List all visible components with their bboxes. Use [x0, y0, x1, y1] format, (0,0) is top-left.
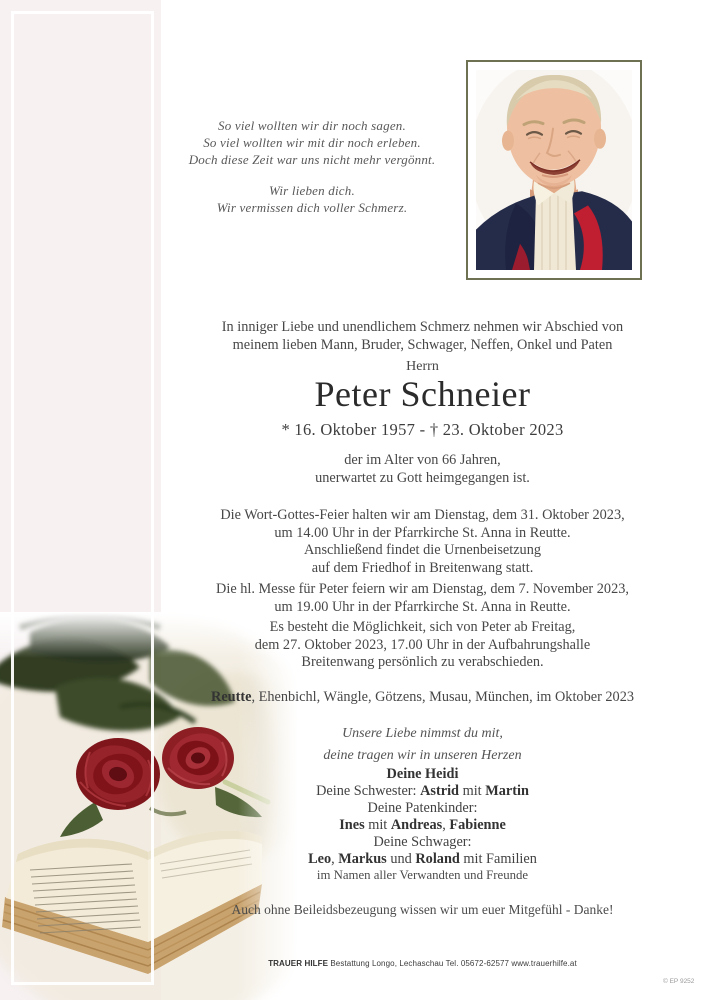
verabschiedung-details	[160, 619, 685, 672]
family-line-godchildren-label	[160, 800, 685, 817]
family-closing-line: im Namen aller Verwandten und Freunde	[316, 868, 529, 882]
print-copyright-code: © EP 9252	[663, 978, 695, 985]
bold-text-segment: Fabienne	[449, 817, 506, 833]
family-line-sister	[160, 783, 685, 800]
text-segment: ,	[442, 817, 450, 833]
birth-death-dates: * 16. Oktober 1957 - † 23. Oktober 2023	[281, 420, 564, 439]
funeral-home-footer	[160, 959, 685, 968]
text-line: unerwartet zu Gott heimgegangen ist.	[315, 469, 530, 486]
text-line: Die hl. Messe für Peter feiern wir am Dienstag, dem 7. November 2023,	[216, 581, 629, 597]
wortgottesfeier-details	[160, 507, 685, 577]
family-list	[160, 766, 685, 868]
text-line: um 19.00 Uhr in der Pfarrkirche St. Anna in Reutte.	[274, 598, 571, 615]
text-line: So viel wollten wir mit dir noch erleben.	[203, 135, 421, 150]
text-line: Unsere Liebe nimmst du mit,	[342, 726, 503, 741]
text-segment: Deine Patenkinder:	[367, 800, 478, 816]
family-line-brothersinlaw	[160, 851, 685, 868]
bold-text-segment: Martin	[485, 783, 529, 799]
text-segment: mit	[459, 783, 486, 799]
bold-text-segment: Markus	[338, 851, 387, 867]
verse-stanza-1	[162, 117, 462, 168]
text-line: Wir vermissen dich voller Schmerz.	[216, 200, 408, 215]
text-segment: mit Familien	[459, 851, 537, 867]
bold-text-segment: Astrid	[420, 783, 460, 799]
text-segment: mit	[364, 817, 391, 833]
places-line	[160, 689, 685, 706]
announcement-intro	[160, 318, 685, 354]
text-line: deine tragen wir in unseren Herzen	[323, 748, 522, 763]
salutation: Herrn	[406, 359, 439, 374]
family-line-godchildren	[160, 817, 685, 834]
text-line: Die Wort-Gottes-Feier halten wir am Dienstag, dem 31. Oktober 2023,	[220, 507, 625, 523]
family-line-wife	[160, 766, 685, 783]
text-segment: und	[386, 851, 416, 867]
verse-stanza-2	[162, 182, 462, 216]
bold-text-segment: Andreas	[390, 817, 443, 833]
portrait-photo-frame	[466, 60, 642, 280]
deceased-name: Peter Schneier	[314, 374, 531, 414]
text-line: Es besteht die Möglichkeit, sich von Peter ab Freitag,	[269, 619, 576, 635]
family-line-brothersinlaw-label	[160, 834, 685, 851]
portrait-photo	[476, 70, 632, 270]
bold-text-segment: Ines	[339, 817, 365, 833]
text-line: dem 27. Oktober 2023, 17.00 Uhr in der Aufbahrungshalle	[254, 636, 591, 653]
text-line: Breitenwang persönlich zu verabschieden.	[301, 654, 544, 670]
text-line: In inniger Liebe und unendlichem Schmerz nehmen wir Abschied von	[221, 319, 624, 335]
opening-verse	[162, 117, 462, 230]
text-line: auf dem Friedhof in Breitenwang statt.	[311, 559, 534, 576]
text-line: Anschließend findet die Urnenbeisetzung	[303, 542, 541, 558]
bold-text-segment: Deine Heidi	[386, 766, 459, 782]
text-segment: Deine Schwester:	[316, 783, 421, 799]
closing-verse	[160, 723, 685, 767]
text-segment: , Ehenbichl, Wängle, Götzens, Musau, München, im Oktober 2023	[251, 689, 634, 705]
text-line: der im Alter von 66 Jahren,	[344, 452, 501, 468]
age-statement	[160, 452, 685, 487]
bold-text-segment: Leo	[308, 851, 332, 867]
text-segment: Bestattung Longo, Lechaschau Tel. 05672-62577 www.trauerhilfe.at	[330, 959, 577, 968]
text-segment: ,	[331, 851, 339, 867]
bold-text-segment: Reutte	[211, 689, 252, 705]
text-line: So viel wollten wir dir noch sagen.	[218, 118, 406, 133]
text-line: Wir lieben dich.	[269, 183, 355, 198]
messe-details	[160, 581, 685, 616]
text-line: um 14.00 Uhr in der Pfarrkirche St. Anna in Reutte.	[274, 524, 571, 541]
text-segment: Deine Schwager:	[373, 834, 472, 850]
condolence-note: Auch ohne Beileidsbezeugung wissen wir um euer Mitgefühl - Danke!	[231, 902, 614, 917]
text-line: Doch diese Zeit war uns nicht mehr vergönnt.	[188, 152, 436, 167]
bold-text-segment: TRAUER HILFE	[268, 959, 331, 968]
bold-text-segment: Roland	[415, 851, 460, 867]
text-line: meinem lieben Mann, Bruder, Schwager, Neffen, Onkel und Paten	[232, 337, 613, 353]
